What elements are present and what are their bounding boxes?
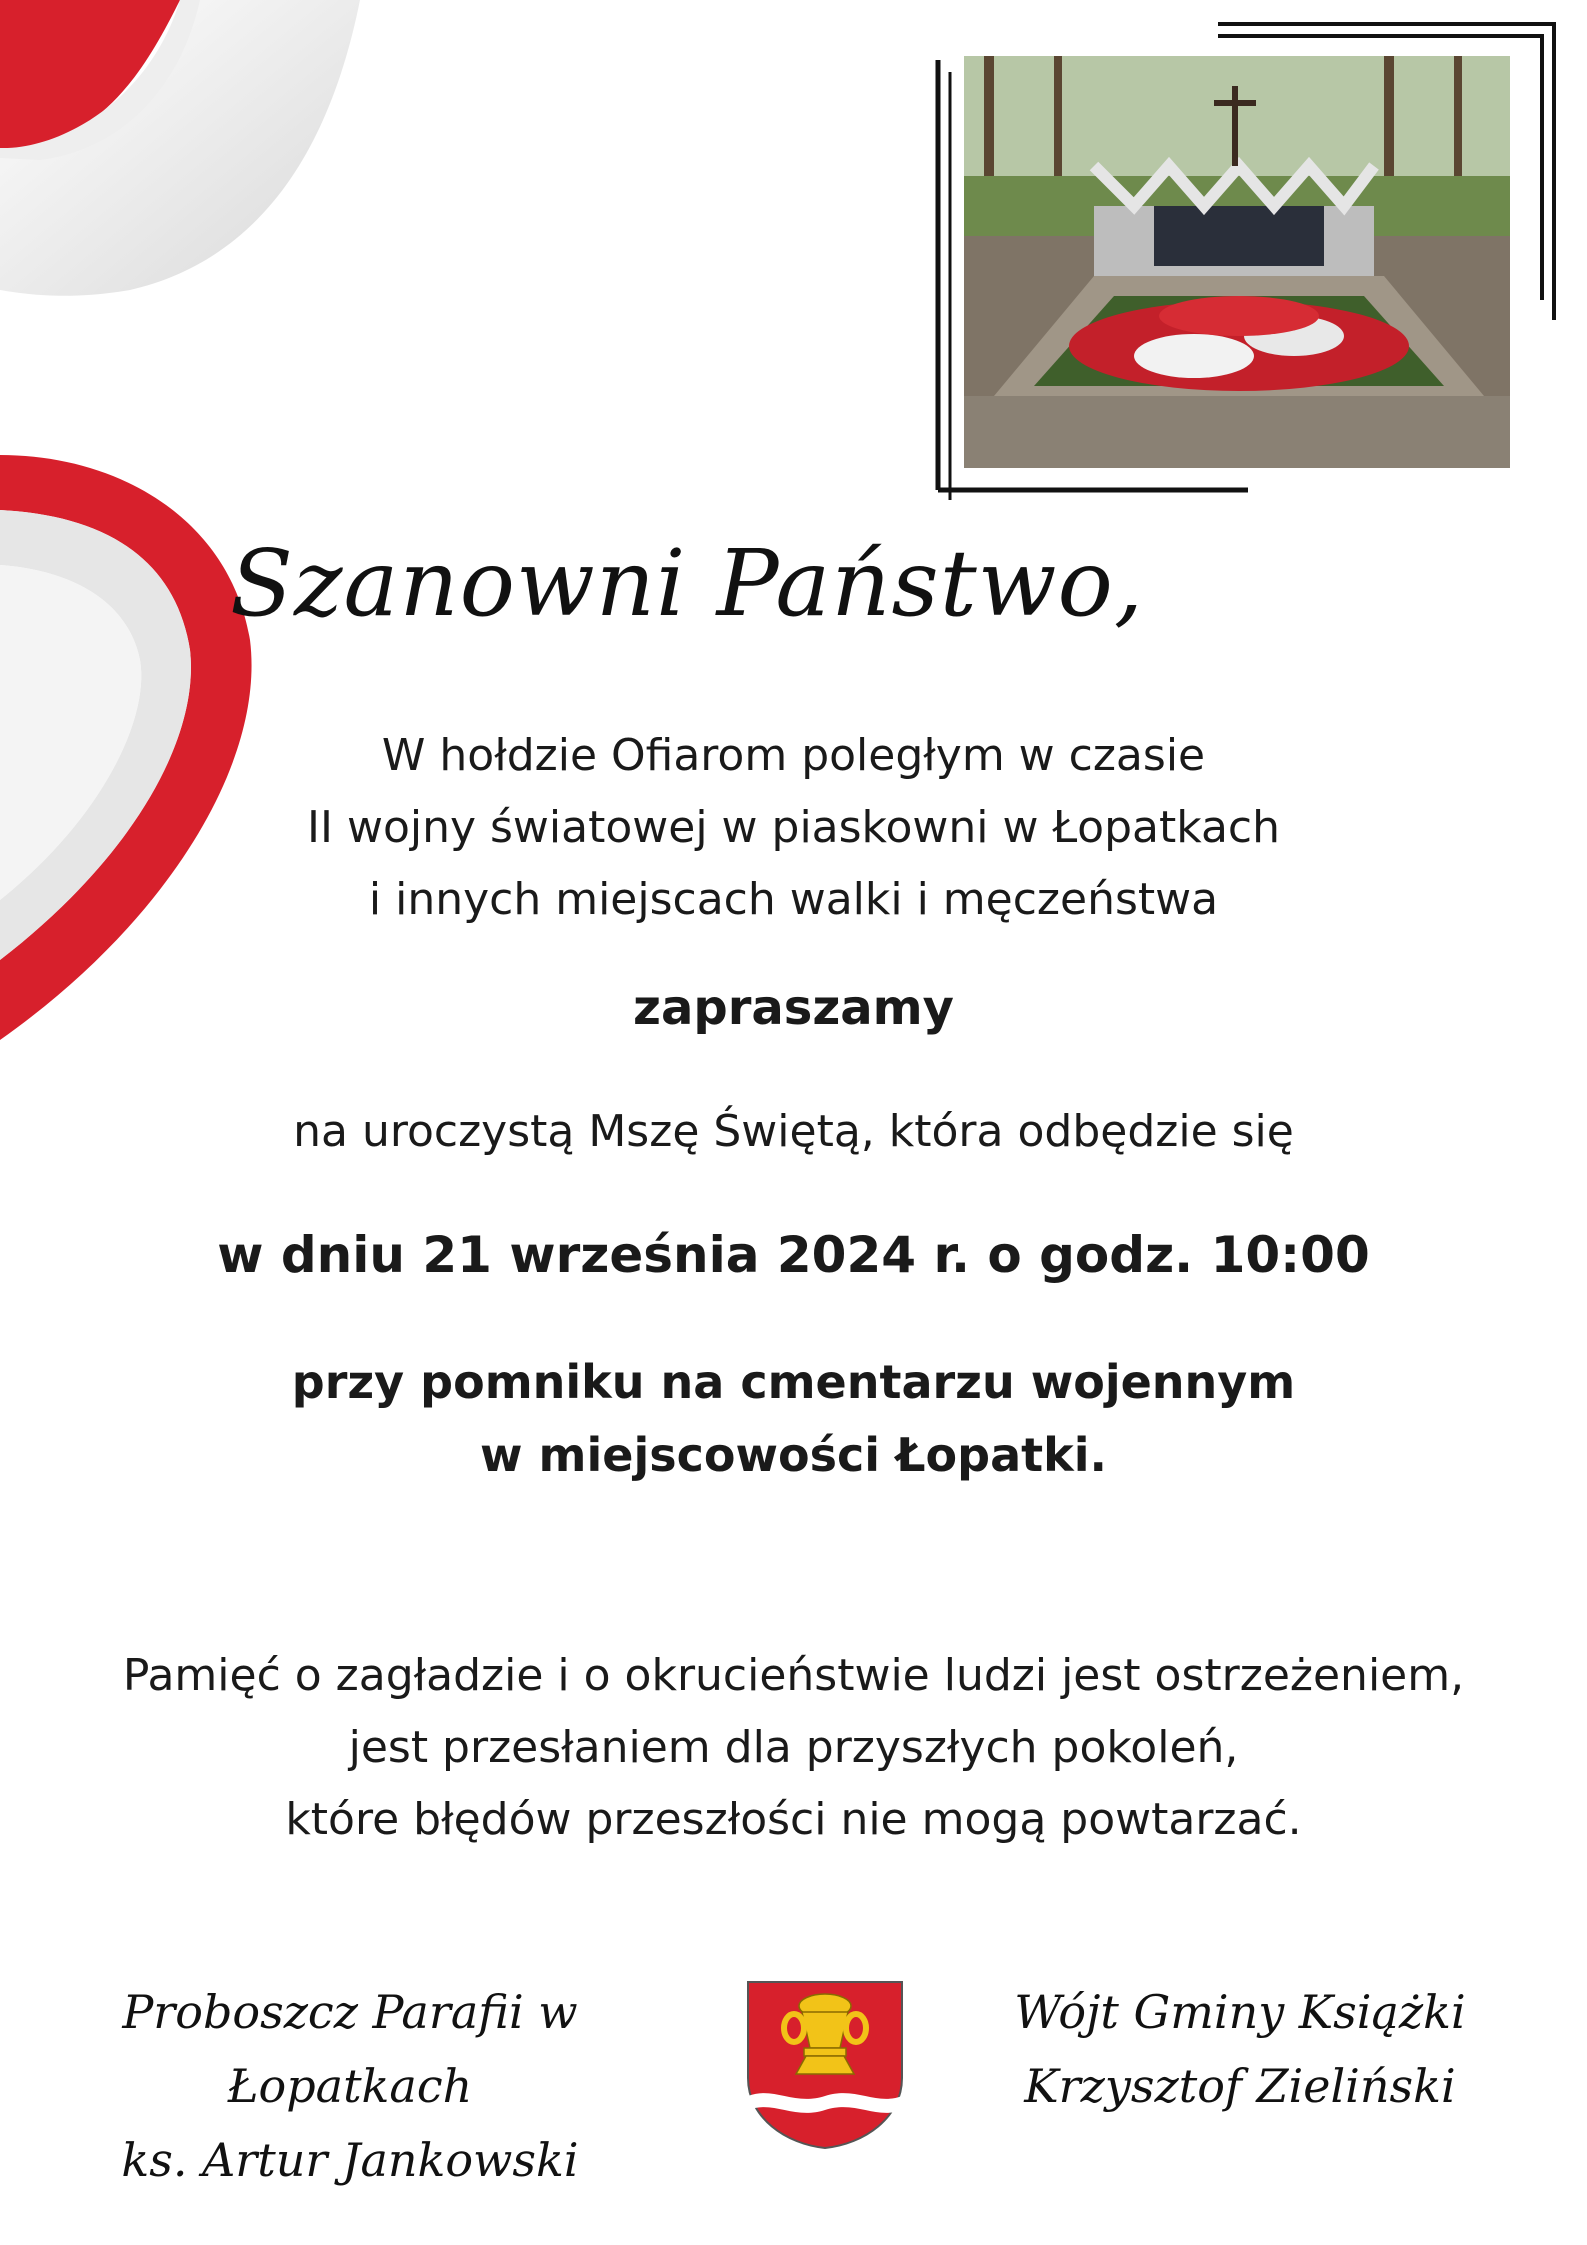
tribute-line: II wojny światowej w piaskowni w Łopatkach bbox=[307, 802, 1280, 853]
signature-title: Proboszcz Parafii w Łopatkach bbox=[122, 1985, 578, 2113]
quote-line: które błędów przeszłości nie mogą powtarzać. bbox=[285, 1794, 1302, 1845]
flag-ribbon-decoration bbox=[0, 0, 420, 1300]
mass-line: na uroczystą Mszę Świętą, która odbędzie się bbox=[293, 1106, 1294, 1157]
signature-name: Krzysztof Zieliński bbox=[1024, 2059, 1456, 2113]
signature-mayor bbox=[900, 1975, 1580, 2123]
signature-name: ks. Artur Jankowski bbox=[121, 2133, 579, 2187]
quote-paragraph bbox=[0, 1640, 1587, 1856]
tribute-line: i innych miejscach walki i męczeństwa bbox=[368, 874, 1219, 925]
memorial-photo bbox=[964, 56, 1510, 468]
place-paragraph bbox=[0, 1346, 1587, 1492]
place-line: przy pomniku na cmentarzu wojennym bbox=[291, 1355, 1296, 1409]
place-line: w miejscowości Łopatki. bbox=[480, 1428, 1107, 1482]
greeting-heading: Szanowni Państwo, bbox=[230, 530, 1145, 637]
date-line: w dniu 21 września 2024 r. o godz. 10:00 bbox=[217, 1226, 1370, 1284]
tribute-paragraph bbox=[0, 720, 1587, 936]
quote-line: Pamięć o zagładzie i o okrucieństwie ludzi jest ostrzeżeniem, bbox=[122, 1650, 1465, 1701]
invite-word: zapraszamy bbox=[633, 980, 954, 1036]
signature-parish-priest bbox=[10, 1975, 690, 2197]
tribute-line: W hołdzie Ofiarom poległym w czasie bbox=[381, 730, 1206, 781]
coat-of-arms-icon bbox=[744, 1978, 906, 2150]
signature-title: Wójt Gminy Książki bbox=[1014, 1985, 1466, 2039]
quote-line: jest przesłaniem dla przyszłych pokoleń, bbox=[348, 1722, 1239, 1773]
